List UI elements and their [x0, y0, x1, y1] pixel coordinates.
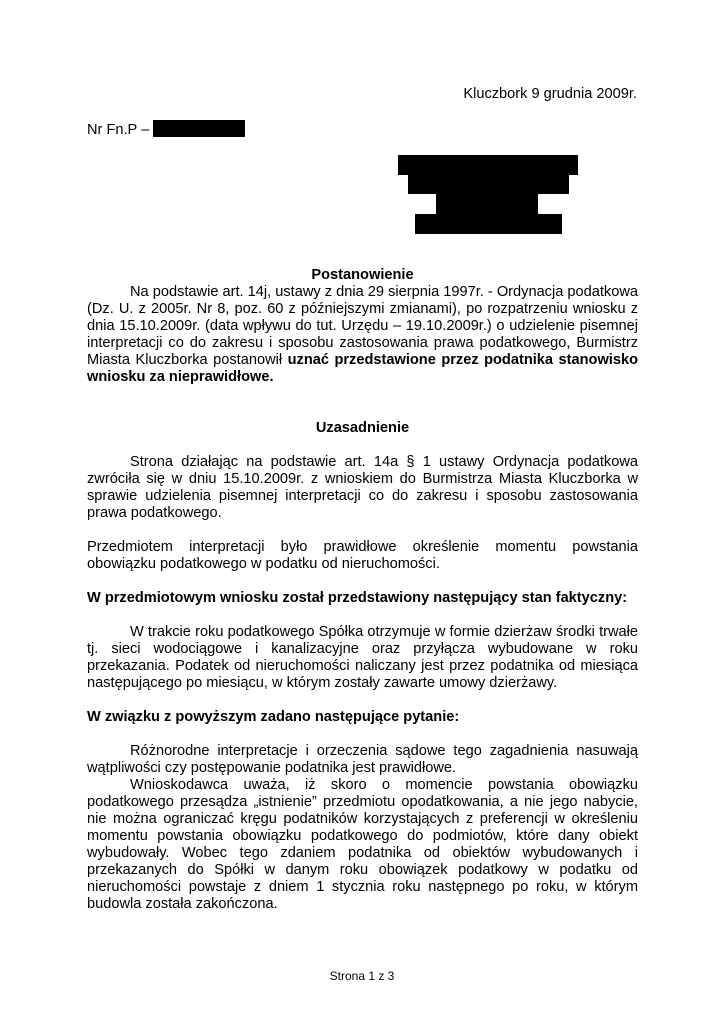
- redaction-bar: [398, 155, 578, 175]
- decision-text: Na podstawie art. 14j, ustawy z dnia 29 sierpnia 1997r. - Ordynacja podatkowa (Dz. U. z 2005r. Nr 8, poz. 60 z późniejszymi zmianami), po rozpatrzeniu wniosku z dnia 15.10.2009r. (data wpływu do tut. Urzędu – 19.10.2009r.) o udzielenie pisemnej interpretacji co do zakresu i sposobu zastosowania prawa podatkowego, Burmistrz Miasta Kluczborka postanowił: [87, 284, 638, 368]
- document-date: Kluczbork 9 grudnia 2009r.: [463, 86, 637, 102]
- redaction-bar: [415, 214, 562, 234]
- facts-heading: W przedmiotowym wniosku został przedstawiony następujący stan faktyczny:: [87, 590, 628, 606]
- decision-conclusion: uznać przedstawione przez podatnika stanowisko wniosku za nieprawidłowe.: [87, 352, 638, 385]
- page-number: Strona 1 z 3: [329, 969, 395, 983]
- decision-paragraph: [87, 284, 638, 386]
- redaction-bar: [436, 194, 538, 214]
- justification-title: Uzasadnienie: [315, 420, 410, 436]
- document-body: [87, 267, 638, 913]
- redaction-bar: [153, 120, 245, 137]
- question-paragraph: Różnorodne interpretacje i orzeczenia sądowe tego zagadnienia nasuwają wątpliwości czy postępowanie podatnika jest prawidłowe.: [87, 743, 638, 776]
- justification-paragraph: Strona działając na podstawie art. 14a § 1 ustawy Ordynacja podatkowa zwróciła się w dniu 15.10.2009r. z wnioskiem do Burmistrza Miasta Kluczborka w sprawie udzielenia pisemnej interpretacji co do zakresu i sposobu zastosowania prawa podatkowego.: [87, 454, 638, 521]
- redaction-bar: [408, 175, 569, 194]
- reference-prefix: Nr Fn.P –: [87, 122, 150, 138]
- subject-paragraph: Przedmiotem interpretacji było prawidłowe określenie momentu powstania obowiązku podatkowego w podatku od nieruchomości.: [87, 539, 638, 572]
- position-paragraph: Wnioskodawca uważa, iż skoro o momencie powstania obowiązku podatkowego przesądza „istnienie” przedmiotu opodatkowania, a nie jego nabycie, nie można ograniczać kręgu podatników korzystających z preferencji w określeniu momentu powstania obowiązku podatkowego do podmiotów, które dany obiekt wybudowały. Wobec tego zdaniem podatnika od obiektów wybudowanych i przekazanych do Spółki w danym roku obowiązek podatkowy w podatku od nieruchomości powstaje z dniem 1 stycznia roku następnego po roku, w którym budowla została zakończona.: [87, 777, 638, 912]
- question-heading: W związku z powyższym zadano następujące pytanie:: [87, 709, 460, 725]
- decision-title: Postanowienie: [311, 267, 414, 283]
- facts-paragraph: W trakcie roku podatkowego Spółka otrzymuje w formie dzierżaw środki trwałe tj. sieci wodociągowe i kanalizacyjne oraz przyłącza wybudowane w roku przekazania. Podatek od nieruchomości naliczany jest przez podatnika od miesiąca następującego po miesiącu, w którym zostały zawarte umowy dzierżawy.: [87, 624, 638, 691]
- reference-number: [87, 120, 245, 139]
